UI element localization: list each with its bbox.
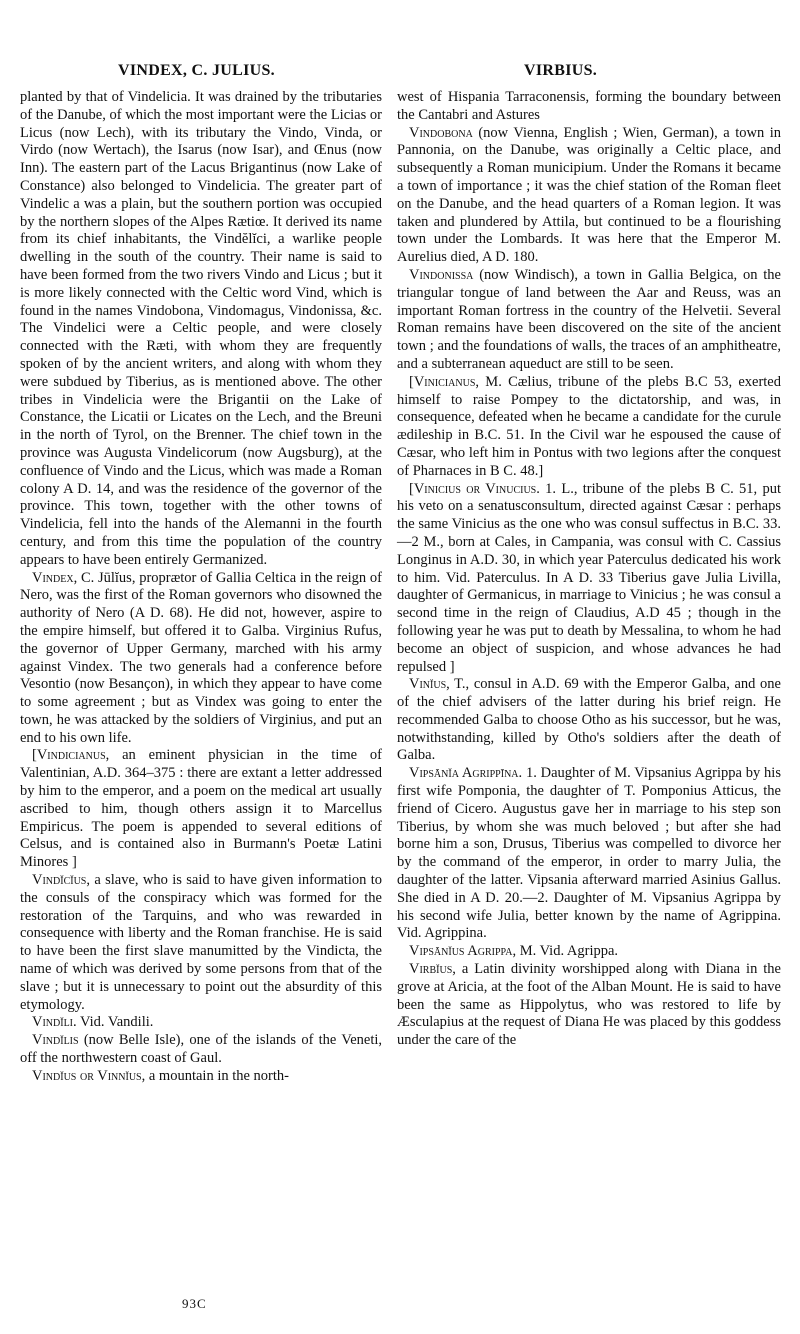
entry-text: (now Belle Isle), one of the islands of the Veneti, off the northwestern coast of Gaul. — [20, 1032, 382, 1067]
dictionary-entry — [397, 676, 781, 765]
page-number: 93C — [182, 1296, 207, 1311]
entry-text: , M. Vid. Agrippa. — [512, 943, 619, 960]
entry-text: Vid. Vandili. — [76, 1014, 154, 1031]
entry-headword: Vindex — [32, 569, 74, 586]
entry-headword: Vindĭli. — [32, 1014, 77, 1031]
entry-headword: [Vindicianus — [32, 747, 106, 764]
dictionary-entry — [20, 872, 382, 1014]
dictionary-entry — [397, 943, 781, 961]
running-header — [0, 62, 800, 84]
entry-headword: Vipsānĭus Agrippa — [409, 943, 513, 960]
entry-text: , a slave, who is said to have given information to the consuls of the conspiracy which was formed for the restoration of the Tarquins, and who was rewarded in consequence with liberty and the Roman franchise. He is said to have been the first slave manumitted by the Vindicta, the name of which was derived by some persons from that of the slave ; but it is unnecessary to point out the absurdity of this etymology. — [20, 872, 382, 1013]
entry-headword: Vindobona — [409, 124, 473, 141]
dictionary-entry — [20, 747, 382, 872]
header-right: VIRBIUS. — [524, 62, 598, 79]
entry-headword: Vindĭcĭus — [32, 872, 87, 889]
entry-text: , M. Cælius, tribune of the plebs B.C 53, exerted himself to raise Pompey to the dictatorship, and was, in consequence, defeated when he became a candidate for the curule ædileship in B.C. 51. In the Civil war he espoused the cause of Cæsar, who left him in Pontus with two legions after the conquest of Pharnaces in B C. 48.] — [397, 373, 781, 479]
dictionary-entry — [397, 961, 781, 1050]
right-column — [397, 89, 781, 1050]
entry-text: , C. Jūlĭus, proprætor of Gallia Celtica in the reign of Nero, was the first of the Roman governors who disowned the authority of Nero (A D. 68). He did not, however, aspire to the empire himself, but offered it to Galba. Virginius Rufus, the governor of Upper Germany, marched with his army against Vindex. The two generals had a conference before Vesontio (now Besançon), in which they appear to have come to some agreement ; but as Vindex was going to enter the town, he was attacked by the soldiers of Virginius, and put an end to his own life. — [20, 569, 382, 746]
entry-text: , an eminent physician in the time of Valentinian, A.D. 364–375 : there are extant a letter addressed by him to the emperor, and a poem on the medical art usually ascribed to him, though others assign it to Marcellus Empiricus. The poem is appended to several editions of Celsus, and is contained also in Burmann's Poetæ Latini Minores ] — [20, 747, 382, 871]
entry-headword: Vinĭus — [409, 676, 447, 693]
entry-headword: Virbĭus — [409, 961, 453, 978]
entry-text: , T., consul in A.D. 69 with the Emperor Galba, and one of the chief advisers of the latter during his brief reign. He recommended Galba to choose Otho as his successor, but he was, notwithstanding, killed by Otho's soldiers after the death of Galba. — [397, 676, 781, 764]
entry-text: (now Vienna, English ; Wien, German), a town in Pannonia, on the Danube, was originally a Celtic place, and subsequently a Roman municipium. Under the Romans it became a town of importance ; it was the chief station of the Roman fleet on the Danube, and the head quarters of a Roman legion. It was taken and plundered by Attila, but continued to be a flourishing town under the Lombards. It was here that the Emperor M. Aurelius died, A D. 180. — [397, 124, 781, 266]
dictionary-entry — [397, 125, 781, 267]
dictionary-entry — [20, 1032, 382, 1068]
dictionary-entry — [20, 570, 382, 748]
entry-headword: Vindĭus or Vinnĭus — [32, 1067, 142, 1084]
entry-text: , a mountain in the north- — [141, 1067, 289, 1084]
entry-headword: Vindĭlis — [32, 1032, 79, 1049]
left-column — [20, 89, 382, 1086]
continued-paragraph — [397, 89, 781, 125]
dictionary-entry — [397, 765, 781, 943]
continued-paragraph — [20, 89, 382, 570]
dictionary-entry — [20, 1014, 382, 1032]
dictionary-entry — [397, 481, 781, 677]
dictionary-entry — [20, 1068, 382, 1086]
entry-text: (now Windisch), a town in Gallia Belgica, on the triangular tongue of land between the Aar and Reuss, was an important Roman fortress in the country of the Helvetii. Several Roman remains have been discovered on the site of the ancient town ; and the foundations of walls, the traces of an amphitheatre, and a subterranean aqueduct are still to be seen. — [397, 266, 781, 372]
entry-text: . 1. L., tribune of the plebs B C. 51, put his veto on a senatusconsultum, directed against Cæsar : perhaps the same Vinicius as the one who was consul suffectus in B.C. 33.—2 M., born at Cales, in Campania, was consul with C. Cassius Longinus in A.D. 30, in which year Paterculus dedicated his work to him. Vid. Paterculus. In A D. 33 Tiberius gave Julia Livilla, daughter of Germanicus, in marriage to Vinicius ; he was consul a second time in the reign of Claudius, A.D 45 ; though in the following year he was put to death by Messalina, to whom he had become an object of suspicion, and whose advances he had repulsed ] — [397, 480, 782, 675]
entry-headword: Vindonissa — [409, 266, 474, 283]
entry-text: planted by that of Vindelicia. It was drained by the tributaries of the Danube, of which the most important were the Licias or Licus (now Lech), with its tributary the Vindo, Vinda, or Virdo (now Wertach), the Isarus (now Isar), and Œnus (now Inn). The eastern part of the Lacus Brigantinus (now Lake of Constance) also belonged to Vindelicia. The greater part of Vindelic a was a plain, but the southern portion was occupied by the northern slopes of the Alpes Rætiœ. It derived its name from its chief inhabitants, the Vindĕlĭci, a warlike people dwelling in the south of the country. Their name is said to have been formed from the two rivers Vindo and Licus ; but it is more likely connected with the Celtic word Vind, which is found in the names Vindobona, Vindomagus, Vindonissa, &c. The Vindelici were a Celtic people, and were closely connected with the Ræti, with whom they are frequently spoken of by the ancient writers, and along with whom they were subdued by Tiberius, as is mentioned above. The other tribes in Vindelicia were the Brigantii on the Lake of Constance, the Licatii or Licates on the Lech, and the Breuni in the north of Tyrol, on the Brenner. The chief town in the province was Augusta Vindelicorum (now Augsburg), at the confluence of Vindo and the Licus, which was made a Roman colony A D. 14, and was the residence of the governor of the province. This town, together with the other towns of Vindelicia, fell into the hands of the Alemanni in the fourth century, and from this time the population of the country appears to have been entirely Germanized. — [20, 89, 382, 568]
entry-headword: [Vinicianus — [409, 373, 476, 390]
header-left: VINDEX, C. JULIUS. — [118, 62, 275, 79]
dictionary-entry — [397, 267, 781, 374]
entry-headword: Vipsānĭa Agrippīna — [409, 765, 519, 782]
entry-text: , a Latin divinity worshipped along with Diana in the grove at Aricia, at the foot of the Alban Mount. He is said to have been the same as Hippolytus, who was restored to life by Æsculapius at the request of Diana He was placed by this goddess under the care of the — [397, 961, 781, 1049]
dictionary-entry — [397, 374, 781, 481]
entry-text: west of Hispania Tarraconensis, forming the boundary between the Cantabri and Astures — [397, 89, 781, 123]
entry-headword: [Vinicius or Vinucius — [409, 480, 537, 497]
entry-text: . 1. Daughter of M. Vipsanius Agrippa by his first wife Pomponia, the daughter of T. Pomponius Atticus, the friend of Cicero. Augustus gave her in marriage to his step son Tiberius, by whom she was much beloved ; but after she had borne him a son, Drusus, Tiberius was compelled to divorce her by the command of the emperor, in order to marry Julia, the daughter of the latter. Vipsania afterward married Asinius Gallus. She died in A D. 20.—2. Daughter of M. Vipsanius Agrippa by his second wife Julia, better known by the name of Agrippina. Vid. Agrippina. — [397, 765, 781, 942]
